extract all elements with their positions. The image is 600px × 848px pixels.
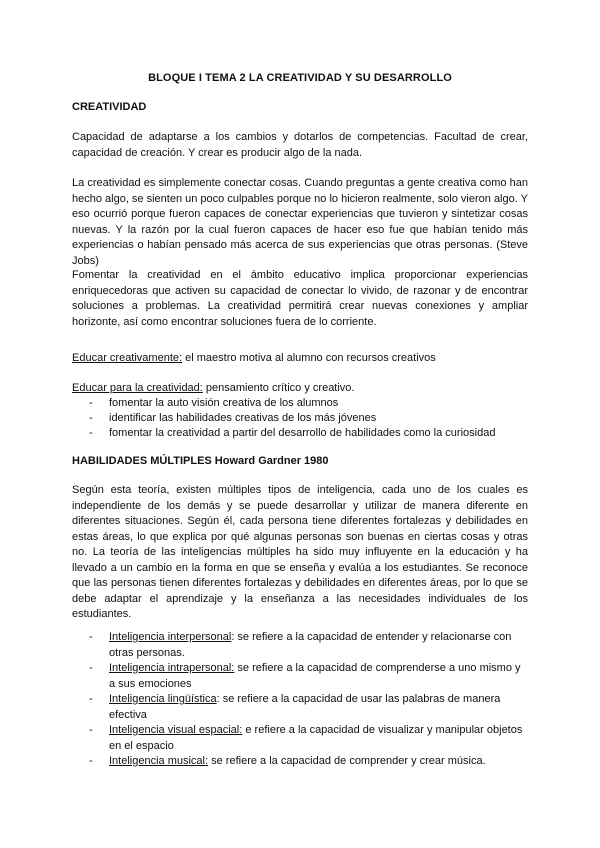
dash-bullet: - bbox=[89, 427, 93, 439]
intelligence-text: se refiere a la capacidad de comprender y crear música. bbox=[208, 755, 486, 767]
intelligence-label: Inteligencia visual espacial: bbox=[109, 724, 243, 736]
list-item-text: fomentar la creatividad a partir del desarrollo de habilidades como la curiosidad bbox=[109, 427, 496, 439]
educar-para-label: Educar para la creatividad: bbox=[72, 382, 203, 394]
dash-bullet: - bbox=[89, 755, 93, 767]
educar-creativamente-text: el maestro motiva al alumno con recursos creativos bbox=[182, 352, 436, 364]
dash-bullet: - bbox=[89, 693, 93, 705]
dash-bullet: - bbox=[89, 631, 93, 643]
intelligence-text: e refiere a la capacidad de visualizar y manipular objetos en el espacio bbox=[109, 724, 523, 752]
list-item bbox=[72, 426, 528, 441]
list-item-text: identificar las habilidades creativas de los más jóvenes bbox=[109, 412, 377, 424]
list-item bbox=[72, 692, 528, 723]
educar-creativamente-line bbox=[72, 351, 436, 366]
educar-para-text: pensamiento crítico y creativo. bbox=[202, 382, 355, 394]
educar-creativamente-label: Educar creativamente: bbox=[72, 352, 183, 364]
document-title: BLOQUE I TEMA 2 LA CREATIVIDAD Y SU DESARROLLO bbox=[148, 72, 452, 84]
intelligence-label: Inteligencia intrapersonal: bbox=[109, 662, 235, 674]
dash-bullet: - bbox=[89, 724, 93, 736]
paragraph-fomentar: Fomentar la creatividad en el ámbito educativo implica proporcionar experiencias enriquecedoras que activen su capacidad de conectar lo vivido, de razonar y de encontrar soluciones a problemas. La creatividad permitirá crear nuevas conexiones y ampliar horizonte, así como encontrar soluciones fuera de lo corriente. bbox=[72, 269, 528, 328]
list-item bbox=[72, 396, 528, 411]
intelligence-text: : se refiere a la capacidad de usar las palabras de manera efectiva bbox=[109, 693, 501, 721]
paragraph-definicion: Capacidad de adaptarse a los cambios y dotarlos de competencias. Facultad de crear, capacidad de creación. Y crear es producir algo de la nada. bbox=[72, 131, 528, 159]
intelligence-text: : se refiere a la capacidad de entender y relacionarse con otras personas. bbox=[109, 631, 512, 659]
intelligence-label: Inteligencia lingüística bbox=[109, 693, 217, 705]
intelligence-text: se refiere a la capacidad de comprenderse a uno mismo y a sus emociones bbox=[109, 662, 521, 690]
dash-bullet: - bbox=[89, 662, 93, 674]
intelligence-label: Inteligencia interpersonal bbox=[109, 631, 232, 643]
inteligencias-list bbox=[72, 630, 528, 770]
list-item bbox=[72, 661, 528, 692]
list-item bbox=[72, 723, 528, 754]
dash-bullet: - bbox=[89, 412, 93, 424]
paragraph-steve-jobs: La creatividad es simplemente conectar cosas. Cuando preguntas a gente creativa como han hecho algo, se sienten un poco culpables porque no lo hicieron realmente, solo vieron algo. Y eso ocurrió porque fueron capaces de conectar experiencias que tuvieron y sintetizar cosas nuevas. Y la razón por la cual fueron capaces de hacer eso fue que habían tenido más experiencias o habían pensado más acerca de sus experiencias que otras personas. (Steve Jobs) bbox=[72, 177, 528, 267]
list-item-text: fomentar la auto visión creativa de los alumnos bbox=[109, 397, 339, 409]
section-heading-creatividad: CREATIVIDAD bbox=[72, 101, 147, 113]
section-heading-habilidades: HABILIDADES MÚLTIPLES Howard Gardner 1980 bbox=[72, 455, 329, 467]
intelligence-label: Inteligencia musical: bbox=[109, 755, 209, 767]
educar-para-line bbox=[72, 381, 354, 396]
list-item bbox=[72, 754, 528, 770]
list-item bbox=[72, 630, 528, 661]
list-item bbox=[72, 411, 528, 426]
paragraph-gardner: Según esta teoría, existen múltiples tipos de inteligencia, cada uno de los cuales es independiente de los demás y se puede desarrollar y utilizar de manera diferente en diferentes situaciones. Según él, cada persona tiene diferentes fortalezas y debilidades en estas áreas, lo que explica por qué algunas personas son buenas en ciertas cosas y otras no. La teoría de las inteligencias múltiples ha sido muy influyente en la educación y ha llevado a un cambio en la forma en que se enseña y evalúa a los estudiantes. Se reconoce que las personas tienen diferentes fortalezas y debilidades en diferentes áreas, por lo que se debe adaptar el aprendizaje y la enseñanza a las necesidades individuales de los estudiantes. bbox=[72, 484, 528, 620]
educar-para-list bbox=[72, 396, 528, 441]
dash-bullet: - bbox=[89, 397, 93, 409]
